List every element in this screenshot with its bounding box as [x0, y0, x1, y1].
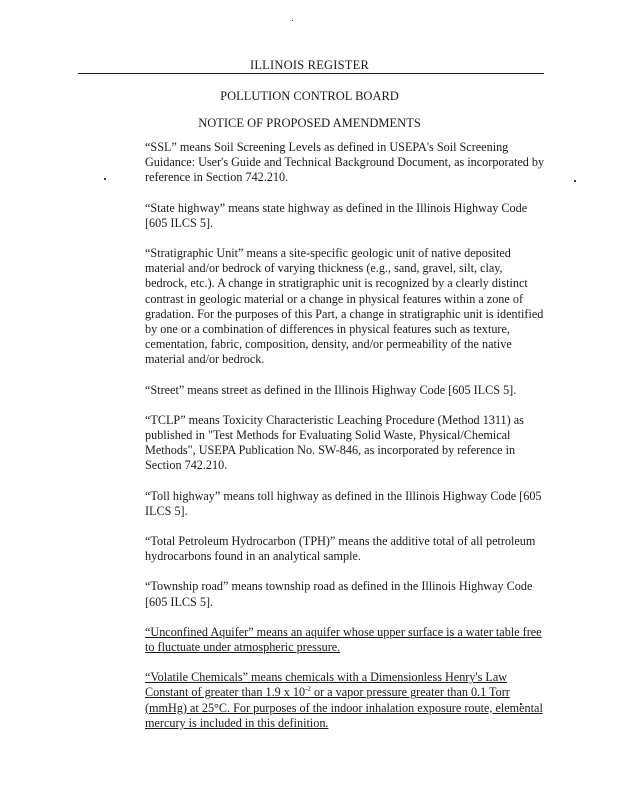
definition-ssl: “SSL” means Soil Screening Levels as defined in USEPA's Soil Screening Guidance: User's Guide and Technical Background Document, as incorporated by reference in Section 742.210.: [145, 140, 545, 185]
definition-volatile-chemicals: [145, 670, 545, 731]
header-rule: [78, 73, 544, 74]
board-name: POLLUTION CONTROL BOARD: [220, 89, 399, 103]
definition-unconfined-aquifer: “Unconfined Aquifer” means an aquifer whose upper surface is a water table free to fluctuate under atmospheric pressure.: [145, 624, 542, 655]
volatile-text-1: “Volatile Chemicals” means chemicals with a Dimensionless Henry's Law Constant of greater than 1.9 x 10: [145, 670, 508, 700]
definition-township-road: “Township road” means township road as defined in the Illinois Highway Code [605 ILCS 5].: [145, 579, 533, 609]
scan-speck: [104, 178, 106, 180]
definition-toll-highway: “Toll highway” means toll highway as defined in the Illinois Highway Code [605 ILCS 5].: [145, 488, 542, 518]
definition-tph: “Total Petroleum Hydrocarbon (TPH)” means the additive total of all petroleum hydrocarbons found in an analytical sample.: [145, 534, 536, 564]
scan-speck: [292, 20, 293, 21]
notice-title: NOTICE OF PROPOSED AMENDMENTS: [198, 116, 421, 130]
scan-speck: [574, 180, 576, 182]
volatile-text-2: or a vapor pressure greater than 0.1 Torr (mmHg) at 25°C. For purposes of the indoor inhalation exposure route, elemental mercury is included in this definition.: [145, 685, 543, 730]
definition-stratigraphic-unit: “Stratigraphic Unit” means a site-specific geologic unit of native deposited material and/or bedrock of varying thickness (e.g., sand, gravel, silt, clay, bedrock, etc.). A change in stratigraphic unit is recognized by a clearly distinct contrast in geologic material or a change in physical features within a zone of gradation. For the purposes of this Part, a change in stratigraphic unit is identified by one or a combination of differences in physical features such as texture, cementation, fabric, composition, density, and/or permeability of the native material and/or bedrock.: [145, 246, 544, 367]
definitions-list: [145, 140, 545, 746]
definition-street: “Street” means street as defined in the Illinois Highway Code [605 ILCS 5].: [145, 382, 517, 397]
volatile-exponent: -2: [305, 685, 311, 694]
definition-tclp: “TCLP” means Toxicity Characteristic Leaching Procedure (Method 1311) as published in "Test Methods for Evaluating Solid Waste, Physical/Chemical Methods", USEPA Publication No. SW-846, as incorporated by reference in Section 742.210.: [145, 412, 524, 473]
register-header: ILLINOIS REGISTER: [249, 58, 369, 72]
definition-state-highway: “State highway” means state highway as defined in the Illinois Highway Code [605 ILCS 5].: [145, 200, 528, 230]
